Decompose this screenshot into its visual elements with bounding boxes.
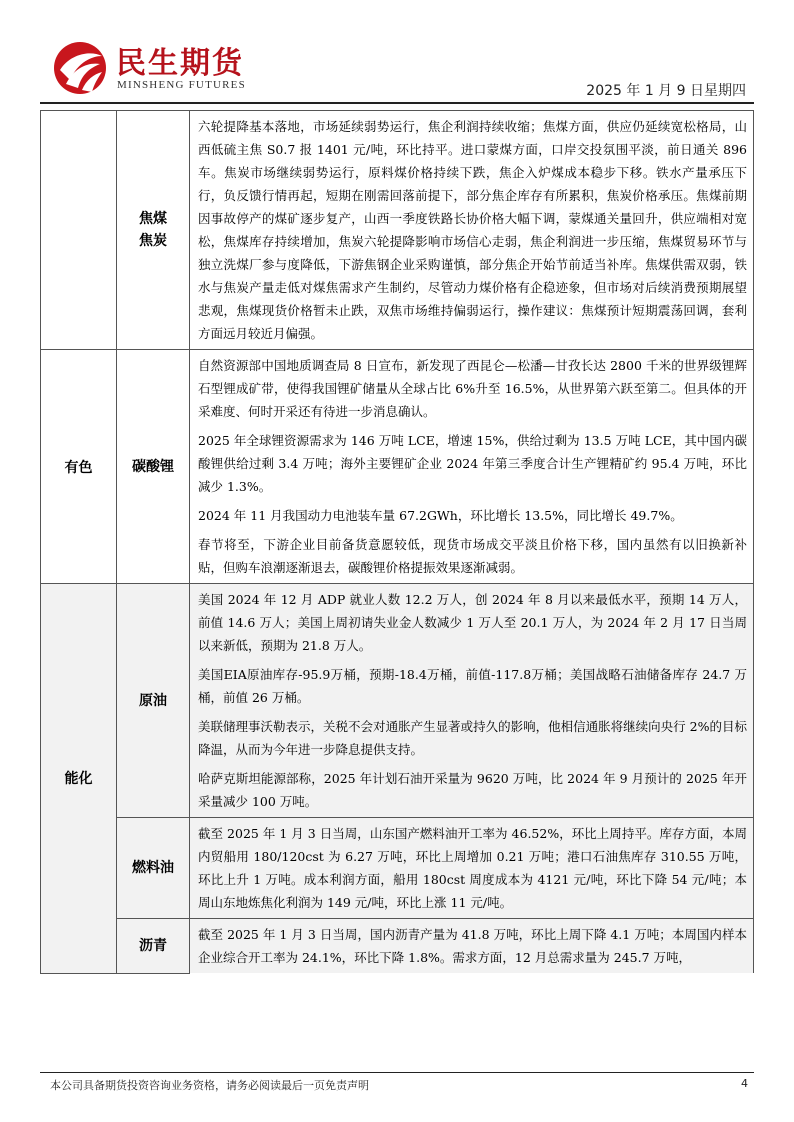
page-header xyxy=(40,32,754,102)
category-cell-energy xyxy=(41,584,117,974)
category-label-nonferrous: 有色 xyxy=(64,459,93,476)
report-date: 2025 年 1 月 9 日星期四 xyxy=(586,83,746,99)
variety-cell-lithium xyxy=(117,350,190,584)
coal-paragraph-1: 六轮提降基本落地，市场延续弱势运行，焦企利润持续收缩；焦煤方面，供应仍延续宽松格局，山西低硫主焦 S0.7 报 1401 元/吨，环比持平。进口蒙煤方面，口岸交投氛围平淡，前日通关 896 车。焦炭市场继续弱势运行，原料煤价格持续下跌，焦企入炉煤成本稳步下移。铁水产量承压下行，负反馈行情再起，短期在刚需回落前提下，部分焦企库存有所累积，焦炭价格承压。焦煤前期因事故停产的煤矿逐步复产，山西一季度铁路长协价格大幅下调，蒙煤通关量回升，供应端相对宽松，焦煤库存持续增加，焦炭六轮提降影响市场信心走弱，焦企利润进一步压缩，焦煤贸易环节与独立洗煤厂参与度降低，下游焦钢企业采购谨慎，部分焦企开始节前适当补库。焦煤供需双弱，铁水与焦炭产量走低对煤焦需求产生制约，尽管动力煤价格有企稳迹象，但市场对后续消费预期展望悲观，焦煤现货价格暂未止跌，双焦市场维持偏弱运行，操作建议：焦煤预计短期震荡回调，套利方面远月较近月偏强。 xyxy=(198,119,747,341)
crude-paragraph-1: 美国 2024 年 12 月 ADP 就业人数 12.2 万人，创 2024 年 8 月以来最低水平，预期 14 万人，前值 14.6 万人；美国上周初请失业金人数减少 1 万人至 20.1 万人，为 2024 年 2 月 17 日当周以来新低，预期为 21.8 万人。 xyxy=(198,592,747,653)
lithium-paragraph-1: 自然资源部中国地质调查局 8 日宣布，新发现了西昆仑—松潘—甘孜长达 2800 千米的世界级锂辉石型锂成矿带，使得我国锂矿储量从全球占比 6%升至 16.5%，从世界第六跃至第二。但具体的开采难度、何时开采还有待进一步消息确认。 xyxy=(198,358,747,419)
variety-label-lithium: 碳酸锂 xyxy=(132,458,174,475)
category-label-energy: 能化 xyxy=(64,771,93,788)
variety-label-asphalt: 沥青 xyxy=(139,937,167,954)
category-cell-nonferrous xyxy=(41,350,117,584)
crude-paragraph-4: 哈萨克斯坦能源部称，2025 年计划石油开采量为 9620 万吨，比 2024 年 9 月预计的 2025 年开采量减少 100 万吨。 xyxy=(198,771,747,809)
content-cell-crude xyxy=(190,584,754,818)
header-divider xyxy=(40,102,754,104)
variety-cell-asphalt xyxy=(117,919,190,974)
footer-disclaimer: 本公司具备期货投资咨询业务资格，请务必阅读最后一页免责声明 xyxy=(50,1079,369,1092)
fuel-oil-paragraph-1: 截至 2025 年 1 月 3 日当周，山东国产燃料油开工率为 46.52%，环比上周持平。库存方面，本周内贸船用 180/120cst 为 6.27 万吨，环比上周增加 0.21 万吨；港口石油焦库存 310.55 万吨，环比上升 1 万吨。成本利润方面，船用 180cst 周度成本为 4121 元/吨，环比下降 54 元/吨；本周山东地炼焦化利润为 149 元/吨，环比上涨 11 元/吨。 xyxy=(198,826,747,910)
content-cell-fuel-oil xyxy=(190,818,754,919)
brand-name-en: MINSHENG FUTURES xyxy=(117,79,246,91)
table-row-fuel-oil xyxy=(41,818,754,919)
crude-paragraph-2: 美国EIA原油库存-95.9万桶，预期-18.4万桶，前值-117.8万桶；美国战略石油储备库存 24.7 万桶，前值 26 万桶。 xyxy=(198,667,747,705)
content-cell-lithium xyxy=(190,350,754,584)
crude-paragraph-3: 美联储理事沃勒表示，关税不会对通胀产生显著或持久的影响，他相信通胀将继续向央行 2%的目标降温，从而为今年进一步降息提供支持。 xyxy=(198,719,747,757)
lithium-paragraph-2: 2025 年全球锂资源需求为 146 万吨 LCE，增速 15%，供给过剩为 13.5 万吨 LCE，其中国内碳酸锂供给过剩 3.4 万吨；海外主要锂矿企业 2024 年第三季度合计生产锂精矿约 95.4 万吨，环比减少 1.3%。 xyxy=(198,433,747,494)
content-cell-coal xyxy=(190,111,754,350)
page-number: 4 xyxy=(741,1077,748,1090)
variety-label-crude: 原油 xyxy=(139,692,167,709)
table-row-asphalt xyxy=(41,919,754,974)
lithium-paragraph-4: 春节将至，下游企业目前备货意愿较低，现货市场成交平淡且价格下移，国内虽然有以旧换新补贴，但购车浪潮逐渐退去，碳酸锂价格提振效果逐渐减弱。 xyxy=(198,537,747,575)
variety-cell-crude xyxy=(117,584,190,818)
table-row-coal xyxy=(41,111,754,350)
variety-cell-fuel-oil xyxy=(117,818,190,919)
commodity-table xyxy=(40,110,754,974)
brand-name-cn: 民生期货 xyxy=(116,46,244,81)
minsheng-logo-icon xyxy=(52,40,108,96)
table-row-crude xyxy=(41,584,754,818)
variety-label-fuel-oil: 燃料油 xyxy=(132,860,174,876)
content-cell-asphalt xyxy=(190,919,754,974)
asphalt-paragraph-1: 截至 2025 年 1 月 3 日当周，国内沥青产量为 41.8 万吨，环比上周下降 4.1 万吨；本周国内样本企业综合开工率为 24.1%，环比下降 1.8%。需求方面，12 月总需求量为 245.7 万吨， xyxy=(198,927,747,965)
variety-cell-coal xyxy=(117,111,190,350)
footer-divider xyxy=(40,1072,754,1073)
variety-label-coal: 焦煤 焦炭 xyxy=(139,211,167,249)
table-row-lithium xyxy=(41,350,754,584)
category-cell-coal xyxy=(41,111,117,350)
lithium-paragraph-3: 2024 年 11 月我国动力电池装车量 67.2GWh，环比增长 13.5%，同比增长 49.7%。 xyxy=(198,508,683,523)
